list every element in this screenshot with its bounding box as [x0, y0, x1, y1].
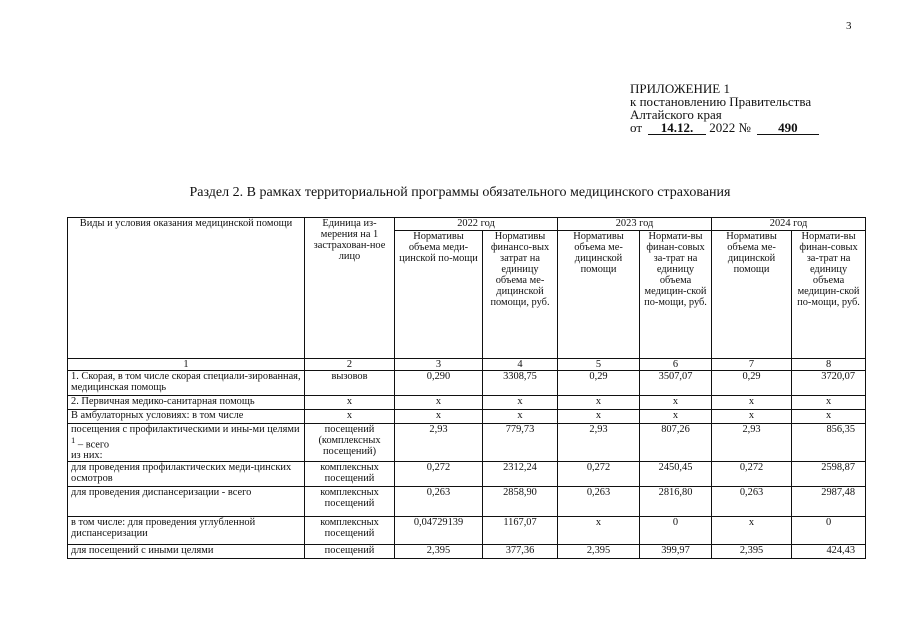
volume-2022: 0,272 [395, 462, 483, 487]
row-name: 1. Скорая, в том числе скорая специали-зированная, медицинская помощь [68, 371, 305, 396]
volume-2022: 2,93 [395, 424, 483, 462]
row-name: 2. Первичная медико-санитарная помощь [68, 396, 305, 410]
decree-year-number-label: 2022 № [709, 120, 751, 135]
finance-2023: 3507,07 [640, 371, 712, 396]
finance-2023: 2450,45 [640, 462, 712, 487]
column-number: 8 [792, 359, 866, 371]
volume-2022: х [395, 410, 483, 424]
finance-2023: х [640, 396, 712, 410]
finance-2023: 399,97 [640, 545, 712, 559]
table-row [68, 396, 866, 410]
volume-2022: 2,395 [395, 545, 483, 559]
footnote-mark: 1 [71, 435, 76, 445]
appendix-title: ПРИЛОЖЕНИЕ 1 [630, 81, 730, 96]
finance-2024: 2598,87 [792, 462, 866, 487]
column-number: 5 [558, 359, 640, 371]
row-unit: комплексных посещений [305, 462, 395, 487]
appendix-date-line [630, 121, 890, 135]
table-row [68, 424, 866, 462]
volume-2024: х [712, 517, 792, 545]
finance-2022: х [483, 410, 558, 424]
volume-2024: 0,29 [712, 371, 792, 396]
finance-2024: х [792, 396, 866, 410]
row-name: В амбулаторных условиях: в том числе [68, 410, 305, 424]
row-name: для посещений с иными целями [68, 545, 305, 559]
volume-2023: 2,93 [558, 424, 640, 462]
finance-2023: 2816,80 [640, 487, 712, 517]
appendix-header [630, 82, 890, 135]
decree-date: 14.12. [648, 122, 706, 135]
finance-2024: х [792, 410, 866, 424]
finance-2023: 0 [640, 517, 712, 545]
finance-2024: 0 [792, 517, 866, 545]
column-number-row [68, 359, 866, 371]
volume-2024: 0,272 [712, 462, 792, 487]
row-unit: вызовов [305, 371, 395, 396]
date-prefix: от [630, 120, 643, 135]
volume-2024: х [712, 396, 792, 410]
header-finance-2022: Нормативы финансо-вых затрат на единицу объема ме-дицинской помощи, руб. [483, 231, 558, 359]
header-volume-2023: Нормативы объема ме-дицинской помощи [558, 231, 640, 359]
header-year-2024: 2024 год [712, 218, 866, 231]
row-unit: посещений (комплексных посещений) [305, 424, 395, 462]
column-number: 2 [305, 359, 395, 371]
row-name [68, 424, 305, 462]
volume-2023: 0,272 [558, 462, 640, 487]
volume-2023: х [558, 410, 640, 424]
row-unit: посещений [305, 545, 395, 559]
header-finance-2024: Нормати-вы финан-совых за-трат на единицу объема медицин-ской по-мощи, руб. [792, 231, 866, 359]
volume-2024: х [712, 410, 792, 424]
volume-2023: 2,395 [558, 545, 640, 559]
finance-2022: 377,36 [483, 545, 558, 559]
column-number: 1 [68, 359, 305, 371]
volume-2022: х [395, 396, 483, 410]
table-row [68, 410, 866, 424]
column-number: 4 [483, 359, 558, 371]
table-row [68, 371, 866, 396]
volume-2022: 0,290 [395, 371, 483, 396]
page-number: 3 [846, 20, 852, 32]
header-volume-2024: Нормативы объема ме-дицинской помощи [712, 231, 792, 359]
header-care-type: Виды и условия оказания медицинской помощи [68, 218, 305, 359]
header-finance-2023: Нормати-вы финан-совых за-трат на единицу объема медицин-ской по-мощи, руб. [640, 231, 712, 359]
row-unit: х [305, 410, 395, 424]
header-year-2023: 2023 год [558, 218, 712, 231]
norms-table [67, 217, 866, 559]
volume-2023: х [558, 396, 640, 410]
row-name-suffix: – всего [75, 439, 110, 451]
volume-2024: 0,263 [712, 487, 792, 517]
header-volume-2022: Нормативы объема меди-цинской по-мощи [395, 231, 483, 359]
row-name: для проведения профилактических меди-цинских осмотров [68, 462, 305, 487]
table-row [68, 487, 866, 517]
finance-2023: х [640, 410, 712, 424]
decree-number: 490 [757, 122, 819, 135]
header-year-2022: 2022 год [395, 218, 558, 231]
volume-2023: х [558, 517, 640, 545]
finance-2024: 856,35 [792, 424, 866, 462]
header-unit: Единица из-мерения на 1 застрахован-ное лицо [305, 218, 395, 359]
appendix-decree-line: к постановлению Правительства [630, 94, 812, 109]
volume-2024: 2,93 [712, 424, 792, 462]
finance-2022: 1167,07 [483, 517, 558, 545]
row-unit: х [305, 396, 395, 410]
table-row [68, 517, 866, 545]
volume-2024: 2,395 [712, 545, 792, 559]
row-name: в том числе: для проведения углубленной диспансеризации [68, 517, 305, 545]
finance-2022: 779,73 [483, 424, 558, 462]
finance-2024: 2987,48 [792, 487, 866, 517]
column-number: 3 [395, 359, 483, 371]
volume-2022: 0,04729139 [395, 517, 483, 545]
table-row [68, 545, 866, 559]
finance-2024: 424,43 [792, 545, 866, 559]
volume-2023: 0,29 [558, 371, 640, 396]
volume-2023: 0,263 [558, 487, 640, 517]
finance-2022: 2312,24 [483, 462, 558, 487]
table-row [68, 462, 866, 487]
finance-2022: 3308,75 [483, 371, 558, 396]
finance-2023: 807,26 [640, 424, 712, 462]
finance-2022: х [483, 396, 558, 410]
section-title: Раздел 2. В рамках территориальной программы обязательного медицинского страхования [189, 185, 731, 200]
row-unit: комплексных посещений [305, 517, 395, 545]
column-number: 7 [712, 359, 792, 371]
row-name-text: посещения с профилактическими и ины-ми целями [71, 424, 300, 435]
finance-2022: 2858,90 [483, 487, 558, 517]
row-unit: комплексных посещений [305, 487, 395, 517]
volume-2022: 0,263 [395, 487, 483, 517]
row-name-subheading: из них: [71, 450, 103, 462]
header-row-years [68, 218, 866, 231]
appendix-region-line: Алтайского края [630, 107, 722, 122]
finance-2024: 3720,07 [792, 371, 866, 396]
row-name: для проведения диспансеризации - всего [68, 487, 305, 517]
column-number: 6 [640, 359, 712, 371]
